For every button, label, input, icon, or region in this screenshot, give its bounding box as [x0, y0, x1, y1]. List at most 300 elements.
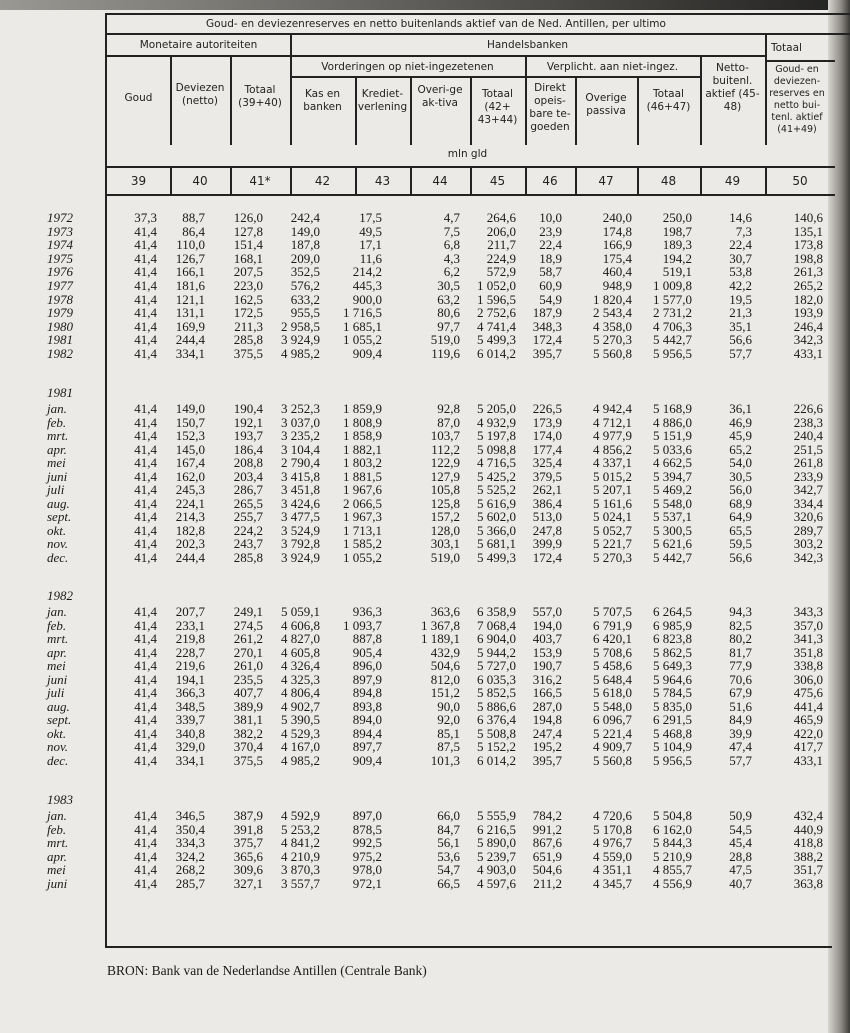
- table-cell: 6,8: [443, 237, 460, 253]
- table-cell: 126,0: [233, 210, 263, 225]
- table-cell: 22,4: [539, 237, 562, 253]
- table-cell: 168,1: [233, 250, 263, 266]
- row-label: apr.: [47, 644, 67, 660]
- source-note: BRON: Bank van de Nederlandse Antillen (Centrale Bank): [107, 963, 427, 978]
- table-cell: 338,8: [793, 658, 823, 673]
- table-cell: 228,7: [175, 644, 205, 660]
- table-cell: 224,9: [486, 250, 516, 266]
- table-cell: 41,4: [134, 821, 157, 837]
- table-cell: 3 870,3: [281, 862, 320, 877]
- column-number: 44: [432, 174, 448, 188]
- table-cell: 342,7: [793, 482, 823, 497]
- table-cell: 4 345,7: [593, 875, 632, 891]
- table-cell: 6 291,5: [653, 712, 692, 727]
- table-cell: 357,0: [793, 617, 823, 633]
- table-cell: 4 977,9: [593, 428, 632, 443]
- table-cell: 127,8: [233, 223, 263, 239]
- table-cell: 173,8: [793, 237, 823, 253]
- table-cell: 3 451,8: [281, 482, 320, 497]
- table-cell: 389,9: [233, 698, 263, 714]
- column-header: Kas en banken: [303, 88, 342, 113]
- table-cell: 11,6: [359, 250, 382, 266]
- table-cell: 10,0: [539, 210, 562, 225]
- table-cell: 909,4: [352, 346, 382, 361]
- table-cell: 262,1: [532, 482, 562, 497]
- row-label: 1978: [47, 291, 73, 307]
- table-cell: 7,3: [735, 223, 752, 239]
- rule: [107, 946, 832, 948]
- row-label: 1979: [47, 305, 73, 321]
- table-cell: 334,1: [175, 752, 205, 768]
- table-cell: 6 035,3: [477, 671, 516, 687]
- table-cell: 7 068,4: [477, 617, 516, 633]
- column-number: 45: [489, 174, 506, 188]
- table-cell: 4,7: [443, 210, 460, 225]
- table-cell: 30,5: [437, 278, 460, 293]
- table-cell: 342,3: [793, 332, 823, 348]
- table-cell: 17,1: [359, 237, 382, 253]
- table-cell: 5 161,6: [593, 495, 632, 511]
- table-cell: 309,6: [233, 862, 263, 877]
- table-cell: 207,7: [175, 604, 205, 619]
- table-cell: 166,5: [532, 685, 562, 700]
- table-cell: 5 270,3: [593, 549, 632, 565]
- table-cell: 162,5: [233, 291, 263, 307]
- table-cell: 245,3: [175, 482, 205, 497]
- table-cell: 387,9: [233, 808, 263, 823]
- table-cell: 4 806,4: [281, 685, 320, 700]
- row-label: nov.: [47, 536, 69, 551]
- rule: [525, 166, 527, 195]
- table-cell: 1 820,4: [593, 291, 632, 307]
- row-label: jan.: [47, 604, 67, 619]
- row-label: feb.: [47, 414, 67, 430]
- table-cell: 3 557,7: [281, 875, 320, 891]
- table-cell: 167,4: [175, 455, 205, 470]
- table-cell: 5 548,0: [653, 495, 692, 511]
- table-cell: 878,5: [352, 821, 382, 837]
- table-cell: 41,4: [134, 264, 157, 280]
- table-cell: 84,7: [437, 821, 460, 837]
- table-cell: 3 037,0: [281, 414, 320, 430]
- table-cell: 4 210,9: [281, 848, 320, 864]
- table-cell: 894,0: [352, 712, 382, 727]
- row-label: 1977: [47, 278, 73, 293]
- table-cell: 51,6: [729, 698, 752, 714]
- table-cell: 5 707,5: [593, 604, 632, 619]
- table-cell: 1 808,9: [343, 414, 382, 430]
- table-cell: 6 014,2: [477, 752, 516, 768]
- table-cell: 375,5: [233, 752, 263, 768]
- table-cell: 41,4: [134, 631, 157, 646]
- table-cell: 226,6: [793, 401, 823, 416]
- table-cell: 4 351,1: [593, 862, 632, 877]
- table-cell: 5 944,2: [477, 644, 516, 660]
- table-cell: 432,9: [430, 644, 460, 660]
- table-cell: 5 649,3: [653, 658, 692, 673]
- table-cell: 53,8: [729, 264, 752, 280]
- table-cell: 41,4: [134, 522, 157, 538]
- table-cell: 214,3: [175, 509, 205, 524]
- table-cell: 519,0: [430, 332, 460, 348]
- table-cell: 5 508,8: [477, 725, 516, 741]
- table-cell: 101,3: [430, 752, 460, 768]
- table-cell: 1 577,0: [653, 291, 692, 307]
- table-cell: 157,2: [430, 509, 460, 524]
- table-cell: 66,0: [437, 808, 460, 823]
- table-cell: 41,4: [134, 332, 157, 348]
- row-label: 1973: [47, 223, 73, 239]
- table-cell: 2 066,5: [343, 495, 382, 511]
- table-cell: 375,5: [233, 346, 263, 361]
- table-cell: 145,0: [175, 441, 205, 457]
- table-cell: 193,9: [793, 305, 823, 321]
- rule: [355, 166, 357, 195]
- table-cell: 41,4: [134, 401, 157, 416]
- table-cell: 1 093,7: [343, 617, 382, 633]
- table-cell: 5 681,1: [477, 536, 516, 551]
- table-cell: 1 858,9: [343, 428, 382, 443]
- table-cell: 2 790,4: [281, 455, 320, 470]
- table-cell: 6 904,0: [477, 631, 516, 646]
- table-cell: 633,2: [290, 291, 320, 307]
- column-number: 41*: [249, 174, 271, 188]
- table-cell: 379,5: [532, 468, 562, 484]
- table-cell: 240,4: [793, 428, 823, 443]
- table-cell: 125,8: [430, 495, 460, 511]
- sub-vorderingen: Vorderingen op niet-ingezetenen: [321, 61, 494, 73]
- table-cell: 399,9: [532, 536, 562, 551]
- table-cell: 5 525,2: [477, 482, 516, 497]
- row-label: apr.: [47, 848, 67, 864]
- table-cell: 121,1: [175, 291, 205, 307]
- table-cell: 6 823,8: [653, 631, 692, 646]
- table-cell: 4 606,8: [281, 617, 320, 633]
- table-cell: 41,4: [134, 509, 157, 524]
- table-cell: 247,8: [532, 522, 562, 538]
- table-cell: 1 716,5: [343, 305, 382, 321]
- table-cell: 351,7: [793, 862, 823, 877]
- table-cell: 39,9: [729, 725, 752, 741]
- table-cell: 238,3: [793, 414, 823, 430]
- row-label: sept.: [47, 712, 72, 727]
- table-cell: 287,0: [532, 698, 562, 714]
- table-cell: 324,2: [175, 848, 205, 864]
- table-cell: 5 197,8: [477, 428, 516, 443]
- table-cell: 327,1: [233, 875, 263, 891]
- rule: [765, 60, 835, 62]
- table-cell: 5 555,9: [477, 808, 516, 823]
- row-label: jan.: [47, 808, 67, 823]
- row-label: 1982: [47, 346, 73, 361]
- table-cell: 329,0: [175, 739, 205, 754]
- table-cell: 341,3: [793, 631, 823, 646]
- table-cell: 382,2: [233, 725, 263, 741]
- table-cell: 348,5: [175, 698, 205, 714]
- table-cell: 173,9: [532, 414, 562, 430]
- table-cell: 105,8: [430, 482, 460, 497]
- column-header: Krediet-verlening: [357, 88, 408, 113]
- column-number: 43: [374, 174, 391, 188]
- table-cell: 175,4: [602, 250, 632, 266]
- table-cell: 363,8: [793, 875, 823, 891]
- table-cell: 978,0: [352, 862, 382, 877]
- column-header: Deviezen (netto): [175, 82, 225, 107]
- table-cell: 460,4: [602, 264, 632, 280]
- table-cell: 407,7: [233, 685, 263, 700]
- table-cell: 119,6: [431, 346, 460, 361]
- table-cell: 306,0: [793, 671, 823, 687]
- table-cell: 268,2: [175, 862, 205, 877]
- table-cell: 140,6: [793, 210, 823, 225]
- table-cell: 5 390,5: [281, 712, 320, 727]
- table-cell: 41,4: [134, 712, 157, 727]
- table-cell: 5 560,8: [593, 346, 632, 361]
- table-cell: 572,9: [486, 264, 516, 280]
- table-cell: 174,0: [532, 428, 562, 443]
- table-cell: 4 529,3: [281, 725, 320, 741]
- table-cell: 867,6: [532, 835, 562, 850]
- table-cell: 1 055,2: [343, 332, 382, 348]
- table-cell: 346,5: [175, 808, 205, 823]
- table-cell: 418,8: [793, 835, 823, 850]
- rule: [637, 166, 639, 195]
- row-label: 1975: [47, 250, 73, 266]
- table-cell: 4 855,7: [653, 862, 692, 877]
- table-cell: 244,4: [175, 549, 205, 565]
- table-cell: 206,0: [486, 223, 516, 239]
- table-cell: 6 096,7: [593, 712, 632, 727]
- table-cell: 4 337,1: [593, 455, 632, 470]
- table-cell: 445,3: [352, 278, 382, 293]
- table-cell: 41,4: [134, 468, 157, 484]
- table-cell: 6 162,0: [653, 821, 692, 837]
- column-number: 42: [314, 174, 331, 188]
- table-cell: 1 052,0: [477, 278, 516, 293]
- table-cell: 1 685,1: [343, 318, 382, 334]
- table-cell: 5 033,6: [653, 441, 692, 457]
- table-cell: 370,4: [233, 739, 263, 754]
- table-cell: 110,0: [176, 237, 205, 253]
- row-label: 1981: [47, 332, 73, 348]
- table-cell: 92,8: [437, 401, 460, 416]
- table-cell: 1 055,2: [343, 549, 382, 565]
- row-label: jan.: [47, 401, 67, 416]
- table-cell: 17,5: [359, 210, 382, 225]
- table-cell: 3 924,9: [281, 549, 320, 565]
- table-cell: 343,3: [793, 604, 823, 619]
- table-cell: 320,6: [793, 509, 823, 524]
- table-cell: 325,4: [532, 455, 562, 470]
- table-cell: 340,8: [175, 725, 205, 741]
- table-cell: 261,3: [793, 264, 823, 280]
- row-label: 1976: [47, 264, 73, 280]
- table-cell: 5 442,7: [653, 332, 692, 348]
- table-cell: 303,2: [793, 536, 823, 551]
- table-cell: 261,2: [233, 631, 263, 646]
- rule: [575, 166, 577, 195]
- table-cell: 5 104,9: [653, 739, 692, 754]
- table-cell: 70,6: [729, 671, 752, 687]
- table-cell: 166,1: [175, 264, 205, 280]
- group-handelsbanken: Handelsbanken: [486, 39, 569, 51]
- table-cell: 991,2: [532, 821, 562, 837]
- table-cell: 41,4: [134, 278, 157, 293]
- table-cell: 247,4: [532, 725, 562, 741]
- table-cell: 57,7: [729, 752, 752, 768]
- table-cell: 4 985,2: [281, 752, 320, 768]
- table-cell: 41,4: [134, 698, 157, 714]
- table-cell: 57,7: [729, 346, 752, 361]
- table-cell: 2 958,5: [281, 318, 320, 334]
- row-label: okt.: [47, 725, 67, 741]
- table-cell: 5 168,9: [653, 401, 692, 416]
- row-label: dec.: [47, 549, 69, 565]
- table-cell: 162,0: [175, 468, 205, 484]
- table-cell: 181,6: [175, 278, 205, 293]
- table-cell: 4 597,6: [477, 875, 516, 891]
- table-cell: 264,6: [486, 210, 516, 225]
- table-cell: 41,4: [134, 549, 157, 565]
- table-cell: 1 881,5: [343, 468, 382, 484]
- table-cell: 6 985,9: [653, 617, 692, 633]
- table-cell: 465,9: [793, 712, 823, 727]
- table-cell: 5 052,7: [593, 522, 632, 538]
- table-cell: 303,1: [430, 536, 460, 551]
- table-cell: 5 221,7: [593, 536, 632, 551]
- table-cell: 5 205,0: [477, 401, 516, 416]
- table-cell: 6 791,9: [593, 617, 632, 633]
- rule: [700, 166, 702, 195]
- table-cell: 905,4: [352, 644, 382, 660]
- table-cell: 365,6: [233, 848, 263, 864]
- table-cell: 1 009,8: [653, 278, 692, 293]
- table-cell: 3 235,2: [281, 428, 320, 443]
- table-cell: 192,1: [233, 414, 263, 430]
- table-cell: 90,0: [437, 698, 460, 714]
- table-cell: 334,1: [175, 346, 205, 361]
- table-cell: 30,5: [729, 468, 752, 484]
- table-cell: 2 543,4: [593, 305, 632, 321]
- table-cell: 41,4: [134, 875, 157, 891]
- table-cell: 261,0: [233, 658, 263, 673]
- table-cell: 41,4: [134, 604, 157, 619]
- table-cell: 46,9: [729, 414, 752, 430]
- table-cell: 5 170,8: [593, 821, 632, 837]
- table-cell: 4 886,0: [653, 414, 692, 430]
- table-cell: 223,0: [233, 278, 263, 293]
- table-cell: 5 210,9: [653, 848, 692, 864]
- table-cell: 289,7: [793, 522, 823, 538]
- column-header: Goud- en deviezen-reserves en netto bui-tenl. aktief (41+49): [769, 64, 825, 135]
- table-cell: 5 862,5: [653, 644, 692, 660]
- table-cell: 897,9: [352, 671, 382, 687]
- table-cell: 103,7: [430, 428, 460, 443]
- table-cell: 53,6: [437, 848, 460, 864]
- column-header: Direkt opeis-bare te-goeden: [529, 82, 571, 133]
- table-cell: 66,5: [437, 875, 460, 891]
- table-cell: 224,1: [175, 495, 205, 511]
- table-cell: 334,4: [793, 495, 823, 511]
- table-cell: 5 504,8: [653, 808, 692, 823]
- row-label: feb.: [47, 617, 67, 633]
- row-label: 1974: [47, 237, 73, 253]
- table-cell: 246,4: [793, 318, 823, 334]
- table-cell: 249,1: [233, 604, 263, 619]
- table-cell: 1 585,2: [343, 536, 382, 551]
- table-cell: 54,9: [539, 291, 562, 307]
- column-header: Totaal (46+47): [646, 88, 691, 113]
- table-cell: 3 415,8: [281, 468, 320, 484]
- table-cell: 41,4: [134, 848, 157, 864]
- table-cell: 5 152,2: [477, 739, 516, 754]
- table-cell: 5 270,3: [593, 332, 632, 348]
- table-cell: 244,4: [175, 332, 205, 348]
- row-label: juli: [47, 482, 65, 497]
- row-label: mei: [47, 455, 66, 470]
- table-cell: 190,7: [532, 658, 562, 673]
- table-cell: 65,2: [729, 441, 752, 457]
- table-cell: 42,2: [729, 278, 752, 293]
- table-cell: 41,4: [134, 237, 157, 253]
- table-cell: 172,4: [532, 549, 562, 565]
- table-cell: 1 367,8: [421, 617, 460, 633]
- column-header: Totaal (42+ 43+44): [477, 88, 518, 126]
- table-cell: 5 469,2: [653, 482, 692, 497]
- table-cell: 88,7: [182, 210, 205, 225]
- table-cell: 4 662,5: [653, 455, 692, 470]
- table-cell: 395,7: [532, 346, 562, 361]
- table-cell: 5 425,2: [477, 468, 516, 484]
- table-cell: 3 424,6: [281, 495, 320, 511]
- table-cell: 955,5: [290, 305, 320, 321]
- table-cell: 5 499,3: [477, 549, 516, 565]
- row-label: juli: [47, 685, 65, 700]
- table-cell: 4 592,9: [281, 808, 320, 823]
- table-cell: 5 366,0: [477, 522, 516, 538]
- table-cell: 5 621,6: [653, 536, 692, 551]
- table-cell: 4 856,2: [593, 441, 632, 457]
- table-cell: 651,9: [532, 848, 562, 864]
- section-label: 1983: [47, 792, 73, 807]
- table-cell: 50,9: [729, 808, 752, 823]
- table-cell: 4 720,6: [593, 808, 632, 823]
- scan-edge-right: [828, 0, 850, 1033]
- table-cell: 4 827,0: [281, 631, 320, 646]
- table-cell: 151,2: [430, 685, 460, 700]
- rule: [107, 13, 850, 15]
- row-label: aug.: [47, 698, 70, 714]
- table-cell: 250,0: [662, 210, 692, 225]
- table-cell: 3 104,4: [281, 441, 320, 457]
- table-cell: 45,9: [729, 428, 752, 443]
- table-cell: 193,7: [233, 428, 263, 443]
- row-label: juni: [47, 468, 68, 484]
- table-cell: 894,4: [352, 725, 382, 741]
- table-cell: 59,5: [729, 536, 752, 551]
- table-cell: 3 524,9: [281, 522, 320, 538]
- table-cell: 37,3: [134, 210, 157, 225]
- rule: [470, 166, 472, 195]
- table-cell: 36,1: [729, 401, 752, 416]
- table-cell: 166,9: [602, 237, 632, 253]
- table-cell: 5 886,6: [477, 698, 516, 714]
- table-cell: 208,8: [233, 455, 263, 470]
- table-cell: 388,2: [793, 848, 823, 864]
- table-cell: 203,4: [233, 468, 263, 484]
- table-cell: 992,5: [352, 835, 382, 850]
- table-cell: 4 741,4: [477, 318, 516, 334]
